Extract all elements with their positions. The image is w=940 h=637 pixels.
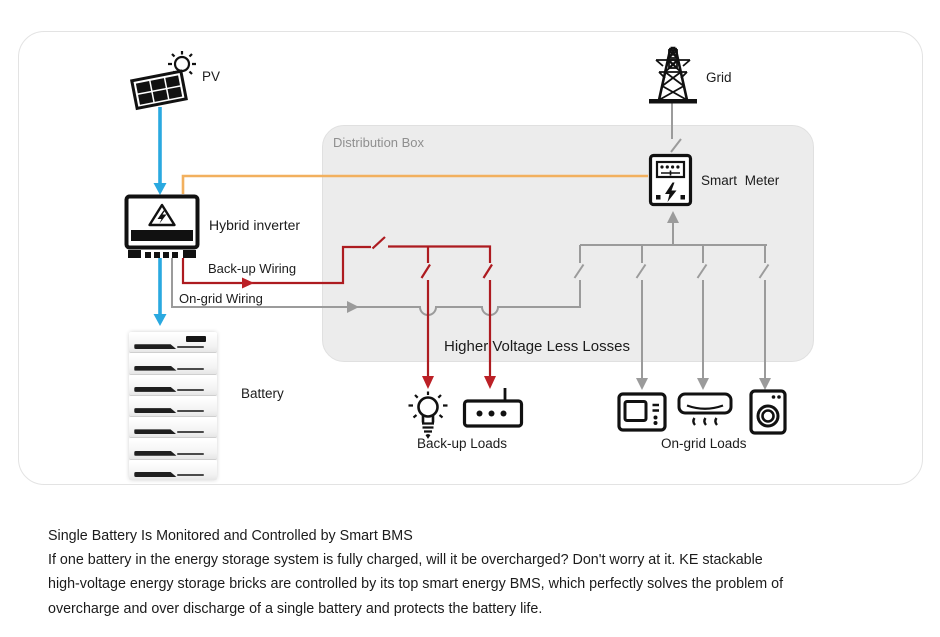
- battery-module: [129, 460, 217, 480]
- caption-line: If one battery in the energy storage system is fully charged, will it be overcharged? Don't worry at it. KE stackable: [48, 552, 763, 569]
- ongrid-loads-label: On-grid Loads: [661, 436, 747, 451]
- higher-voltage-note: Higher Voltage Less Losses: [444, 338, 630, 355]
- pv-label: PV: [202, 69, 221, 84]
- backup-loads-label: Back-up Loads: [417, 436, 508, 451]
- caption-line: high-voltage energy storage bricks are controlled by its top smart energy BMS, which perfectly solves the problem of: [48, 576, 784, 593]
- washing-machine-icon: [749, 389, 787, 435]
- grid-label: Grid: [706, 70, 732, 85]
- ongrid-wiring-label: On-grid Wiring: [179, 291, 263, 306]
- backup-wiring-label: Back-up Wiring: [208, 261, 297, 276]
- bulb-icon: [405, 390, 451, 442]
- battery-stack-icon: [129, 332, 217, 480]
- hybrid-inverter-label: Hybrid inverter: [209, 217, 301, 233]
- battery-module: [129, 375, 217, 396]
- caption: [48, 524, 908, 621]
- battery-module: [129, 438, 217, 459]
- router-icon: [462, 386, 524, 430]
- hybrid-inverter-icon: [124, 194, 200, 260]
- caption-heading: Single Battery Is Monitored and Controlled by Smart BMS: [48, 528, 413, 544]
- distribution-box-label: Distribution Box: [333, 135, 425, 150]
- caption-line: overcharge and over discharge of a single battery and protects the battery life.: [48, 600, 543, 617]
- smart-meter-icon: [648, 153, 693, 207]
- battery-display: [186, 336, 206, 342]
- battery-module: [129, 332, 217, 353]
- grid-tower-icon: [644, 42, 702, 106]
- smart-meter-label: Smart Meter: [701, 173, 780, 188]
- microwave-icon: [617, 392, 667, 432]
- battery-module: [129, 353, 217, 374]
- distribution-box: [322, 125, 814, 362]
- pv-panel-icon: [126, 50, 204, 112]
- battery-module: [129, 396, 217, 417]
- battery-label: Battery: [241, 386, 284, 401]
- battery-module: [129, 417, 217, 438]
- air-conditioner-icon: [677, 392, 733, 428]
